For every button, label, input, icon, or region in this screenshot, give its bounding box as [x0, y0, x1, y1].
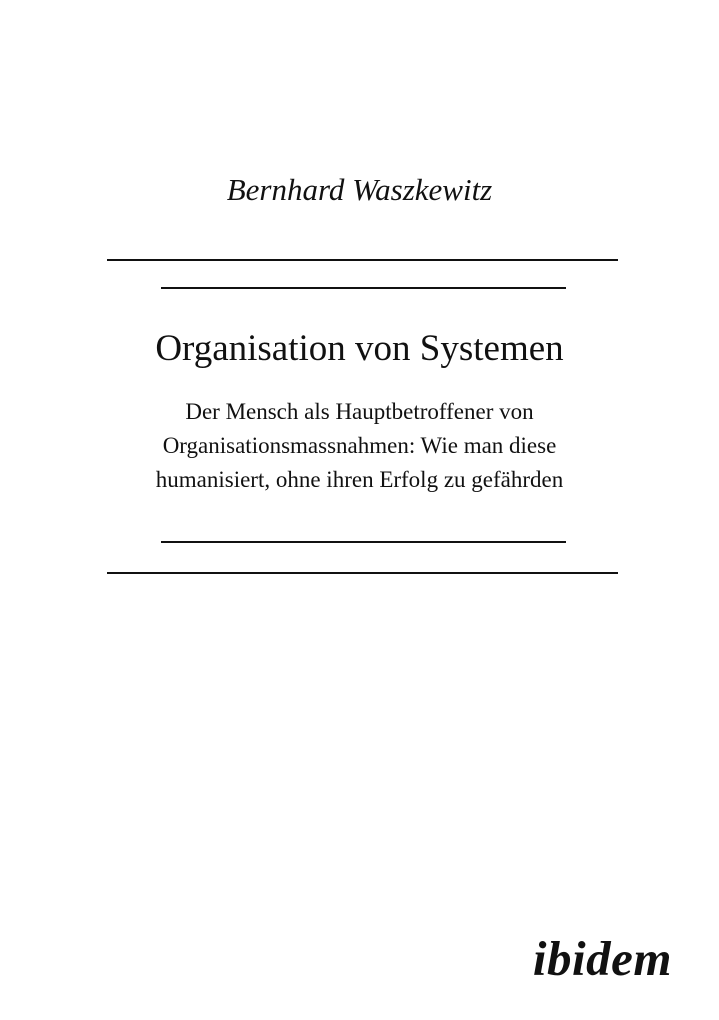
bottom-rule-long: [107, 572, 618, 574]
author-name: Bernhard Waszkewitz: [226, 172, 493, 207]
book-title: Organisation von Systemen: [155, 328, 564, 369]
bottom-rule-short: [161, 541, 566, 543]
top-rule-short: [161, 287, 566, 289]
book-subtitle: [0, 395, 719, 497]
subtitle-line: Der Mensch als Hauptbetroffener von: [185, 399, 534, 424]
subtitle-line: humanisiert, ohne ihren Erfolg zu gefährden: [155, 467, 564, 492]
top-rule-long: [107, 259, 618, 261]
subtitle-line: Organisationsmassnahmen: Wie man diese: [162, 433, 557, 458]
publisher-logo: ibidem: [532, 931, 672, 986]
